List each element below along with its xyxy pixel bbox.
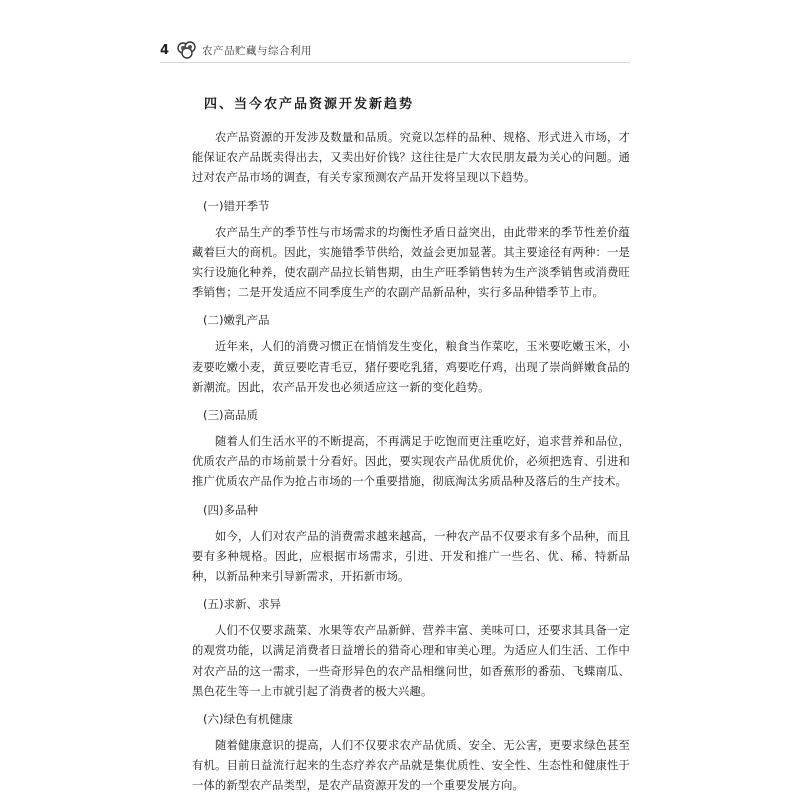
- subsection-title-green-organic: (六)绿色有机健康: [203, 712, 293, 727]
- book-title: 农产品贮藏与综合利用: [202, 44, 312, 57]
- subsection-title-high-quality: (三)高品质: [203, 408, 258, 423]
- running-header: [160, 40, 640, 60]
- main-content: [192, 96, 630, 800]
- subsection-title-tender-products: (二)嫩乳产品: [203, 313, 270, 328]
- book-logo-icon: [176, 41, 198, 59]
- intro-paragraph: 农产品资源的开发涉及数量和品质。究竟以怎样的品种、规格、形式进入市场，才能保证农产品既卖得出去，又卖出好价钱？这往往是广大农民朋友最为关心的问题。通过对农产品市场的调查，有关专家预测农产品开发将呈现以下趋势。: [192, 131, 630, 185]
- subsection-body-tender-products: 近年来，人们的消费习惯正在悄悄发生变化，粮食当作菜吃，玉米要吃嫩玉米，小麦要吃嫩小麦，黄豆要吃青毛豆，猪仔要吃乳猪，鸡要吃仔鸡，出现了崇尚鲜嫩食品的新潮流。因此，农产品开发也必须适应这一新的变化趋势。: [192, 340, 630, 394]
- header-divider: [160, 62, 630, 63]
- subsection-body-high-quality: 随着人们生活水平的不断提高，不再满足于吃饱而更注重吃好，追求营养和品位，优质农产品的市场前景十分看好。因此，要实现农产品优质优价，必须把选育、引进和推广优质农产品作为抢占市场的一个重要措施，彻底淘汰劣质品种及落后的生产技术。: [192, 435, 630, 489]
- subsection-body-multi-variety: 如今，人们对农产品的消费需求越来越高，一种农产品不仅要求有多个品种，而且要有多种规格。因此，应根据市场需求，引进、开发和推广一些名、优、稀、特新品种，以新品种来引导新需求，开拓新市场。: [192, 529, 630, 584]
- section-heading: 四、当今农产品资源开发新趋势: [204, 97, 415, 112]
- page-number: 4: [160, 42, 170, 58]
- subsection-body-novelty: 人们不仅要求蔬菜、水果等农产品新鲜、营养丰富、美味可口，还要求其具备一定的观赏功能，以满足消费者日益增长的猎奇心理和审美心理。为适应人们生活、工作中对农产品的这一需求，一些奇形异色的农产品相继问世，如香蕉形的番茄、飞蝶南瓜、黑色花生等一上市就引起了消费者的极大兴趣。: [192, 624, 630, 698]
- subsection-title-novelty: (五)求新、求异: [203, 597, 281, 612]
- subsection-title-off-season: (一)错开季节: [203, 198, 270, 213]
- subsection-title-multi-variety: (四)多品种: [203, 502, 258, 517]
- subsection-body-off-season: 农产品生产的季节性与市场需求的均衡性矛盾日益突出，由此带来的季节性差价蕴藏着巨大的商机。因此，实施错季节供给，效益会更加显著。其主要途径有两种：一是实行设施化种养，使农副产品拉长销售期，由生产旺季销售转为生产淡季销售或消费旺季销售；二是开发适应不同季度生产的农副产品新品种，实行多品种错季节上市。: [192, 225, 630, 300]
- subsection-body-green-organic: 随着健康意识的提高，人们不仅要求农产品优质、安全、无公害，更要求绿色甚至有机。目前日益流行起来的生态疗养农产品就是集优质性、安全性、生态性和健康性于一体的新型农产品类型，是农产品资源开发的一个重要发展方向。: [192, 739, 630, 793]
